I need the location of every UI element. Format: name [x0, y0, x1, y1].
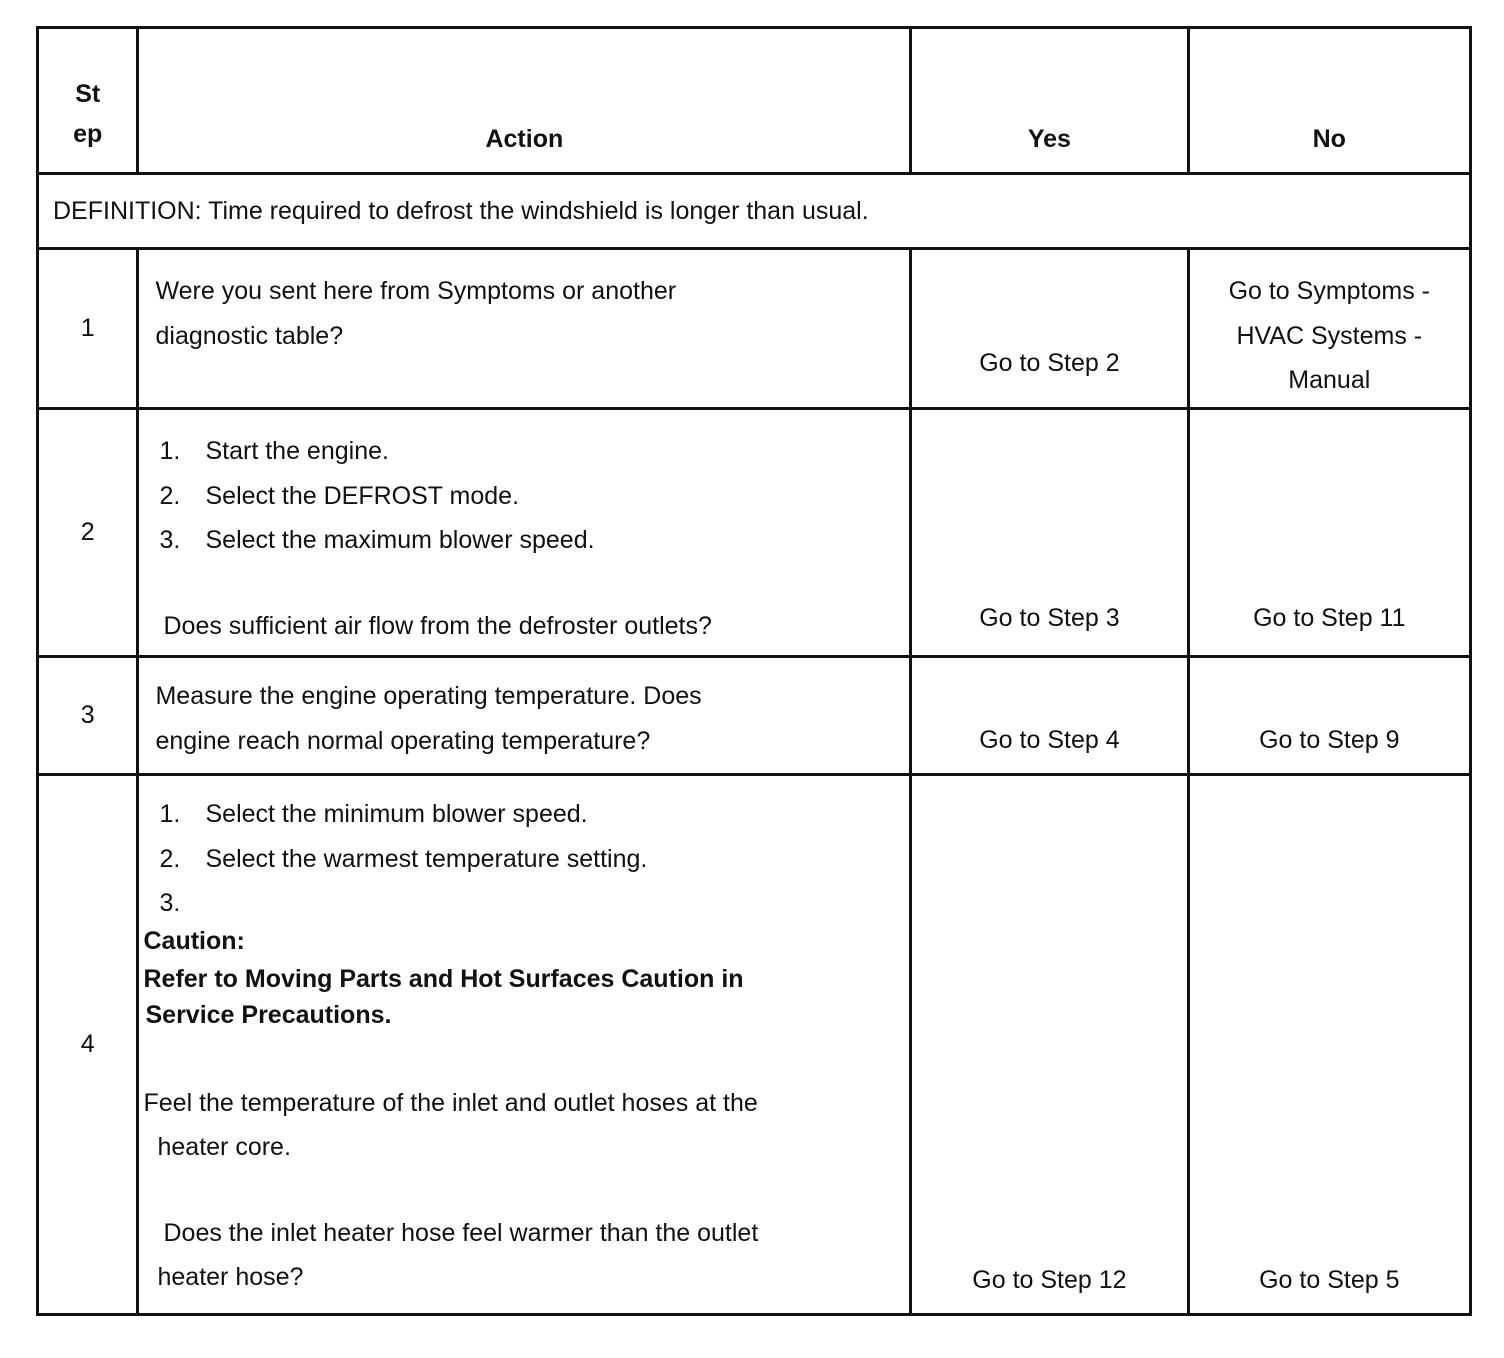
- caution-title: Caution:: [143, 926, 245, 955]
- action-cell: Measure the engine operating temperature. Does engine reach normal operating temperature?: [138, 657, 911, 775]
- table-row: [38, 657, 1471, 775]
- list-item: 3. Select the maximum blower speed.: [159, 526, 595, 554]
- no-header: No: [1188, 28, 1470, 174]
- table-row: [38, 249, 1471, 409]
- list-item: 2. Select the DEFROST mode.: [159, 481, 520, 510]
- step-number: 2: [38, 409, 138, 657]
- list-item: 2. Select the warmest temperature setting.: [159, 844, 648, 873]
- step-header: St ep: [38, 28, 138, 174]
- no-link[interactable]: Go to Symptoms -: [1228, 277, 1431, 305]
- caution-text-line1: Refer to Moving Parts and Hot Surfaces Caution in: [143, 964, 744, 993]
- yes-cell: [911, 409, 1188, 657]
- action-header: Action: [138, 28, 911, 174]
- action-list: [159, 429, 909, 563]
- question-text: Does sufficient air flow from the defroster outlets?: [163, 611, 712, 640]
- list-item: 3.: [159, 889, 181, 917]
- feel-text-line2: heater core.: [157, 1133, 291, 1161]
- no-cell: [1188, 409, 1470, 657]
- yes-link[interactable]: Go to Step 12: [972, 1266, 1127, 1294]
- yes-header: Yes: [911, 28, 1188, 174]
- step-number: 3: [38, 657, 138, 775]
- no-link[interactable]: Go to Step 5: [1259, 1266, 1400, 1294]
- yes-cell: [911, 775, 1188, 1315]
- no-cell: Go to Symptoms - HVAC Systems - Manual: [1188, 249, 1470, 409]
- question-text-line2: heater hose?: [157, 1263, 304, 1291]
- no-cell: [1188, 775, 1470, 1315]
- action-list: [143, 792, 909, 926]
- yes-link[interactable]: Go to Step 3: [979, 604, 1120, 632]
- list-item: 1. Start the engine.: [159, 437, 389, 465]
- diagnostic-table: [36, 26, 1472, 1316]
- list-item: 1. Select the minimum blower speed.: [159, 800, 588, 828]
- yes-cell: [911, 249, 1188, 409]
- definition-row: [38, 174, 1471, 249]
- table-row: [38, 775, 1471, 1315]
- yes-link[interactable]: Go to Step 4: [979, 726, 1120, 754]
- step-number: 4: [38, 775, 138, 1315]
- no-link[interactable]: Go to Step 11: [1253, 604, 1406, 632]
- yes-cell: [911, 657, 1188, 775]
- question-text-line1: Does the inlet heater hose feel warmer than the outlet: [163, 1218, 759, 1247]
- definition-text: DEFINITION: Time required to defrost the windshield is longer than usual.: [38, 174, 1471, 249]
- action-cell: [138, 409, 911, 657]
- feel-text-line1: Feel the temperature of the inlet and outlet hoses at the: [143, 1088, 758, 1117]
- table-row: [38, 409, 1471, 657]
- action-cell: [138, 775, 911, 1315]
- yes-link[interactable]: Go to Step 2: [979, 348, 1120, 377]
- no-cell: [1188, 657, 1470, 775]
- no-link[interactable]: Go to Step 9: [1259, 726, 1400, 754]
- action-cell: Were you sent here from Symptoms or another diagnostic table?: [138, 249, 911, 409]
- caution-text-line2: Service Precautions.: [145, 1000, 392, 1029]
- header-row: [38, 28, 1471, 174]
- step-number: 1: [38, 249, 138, 409]
